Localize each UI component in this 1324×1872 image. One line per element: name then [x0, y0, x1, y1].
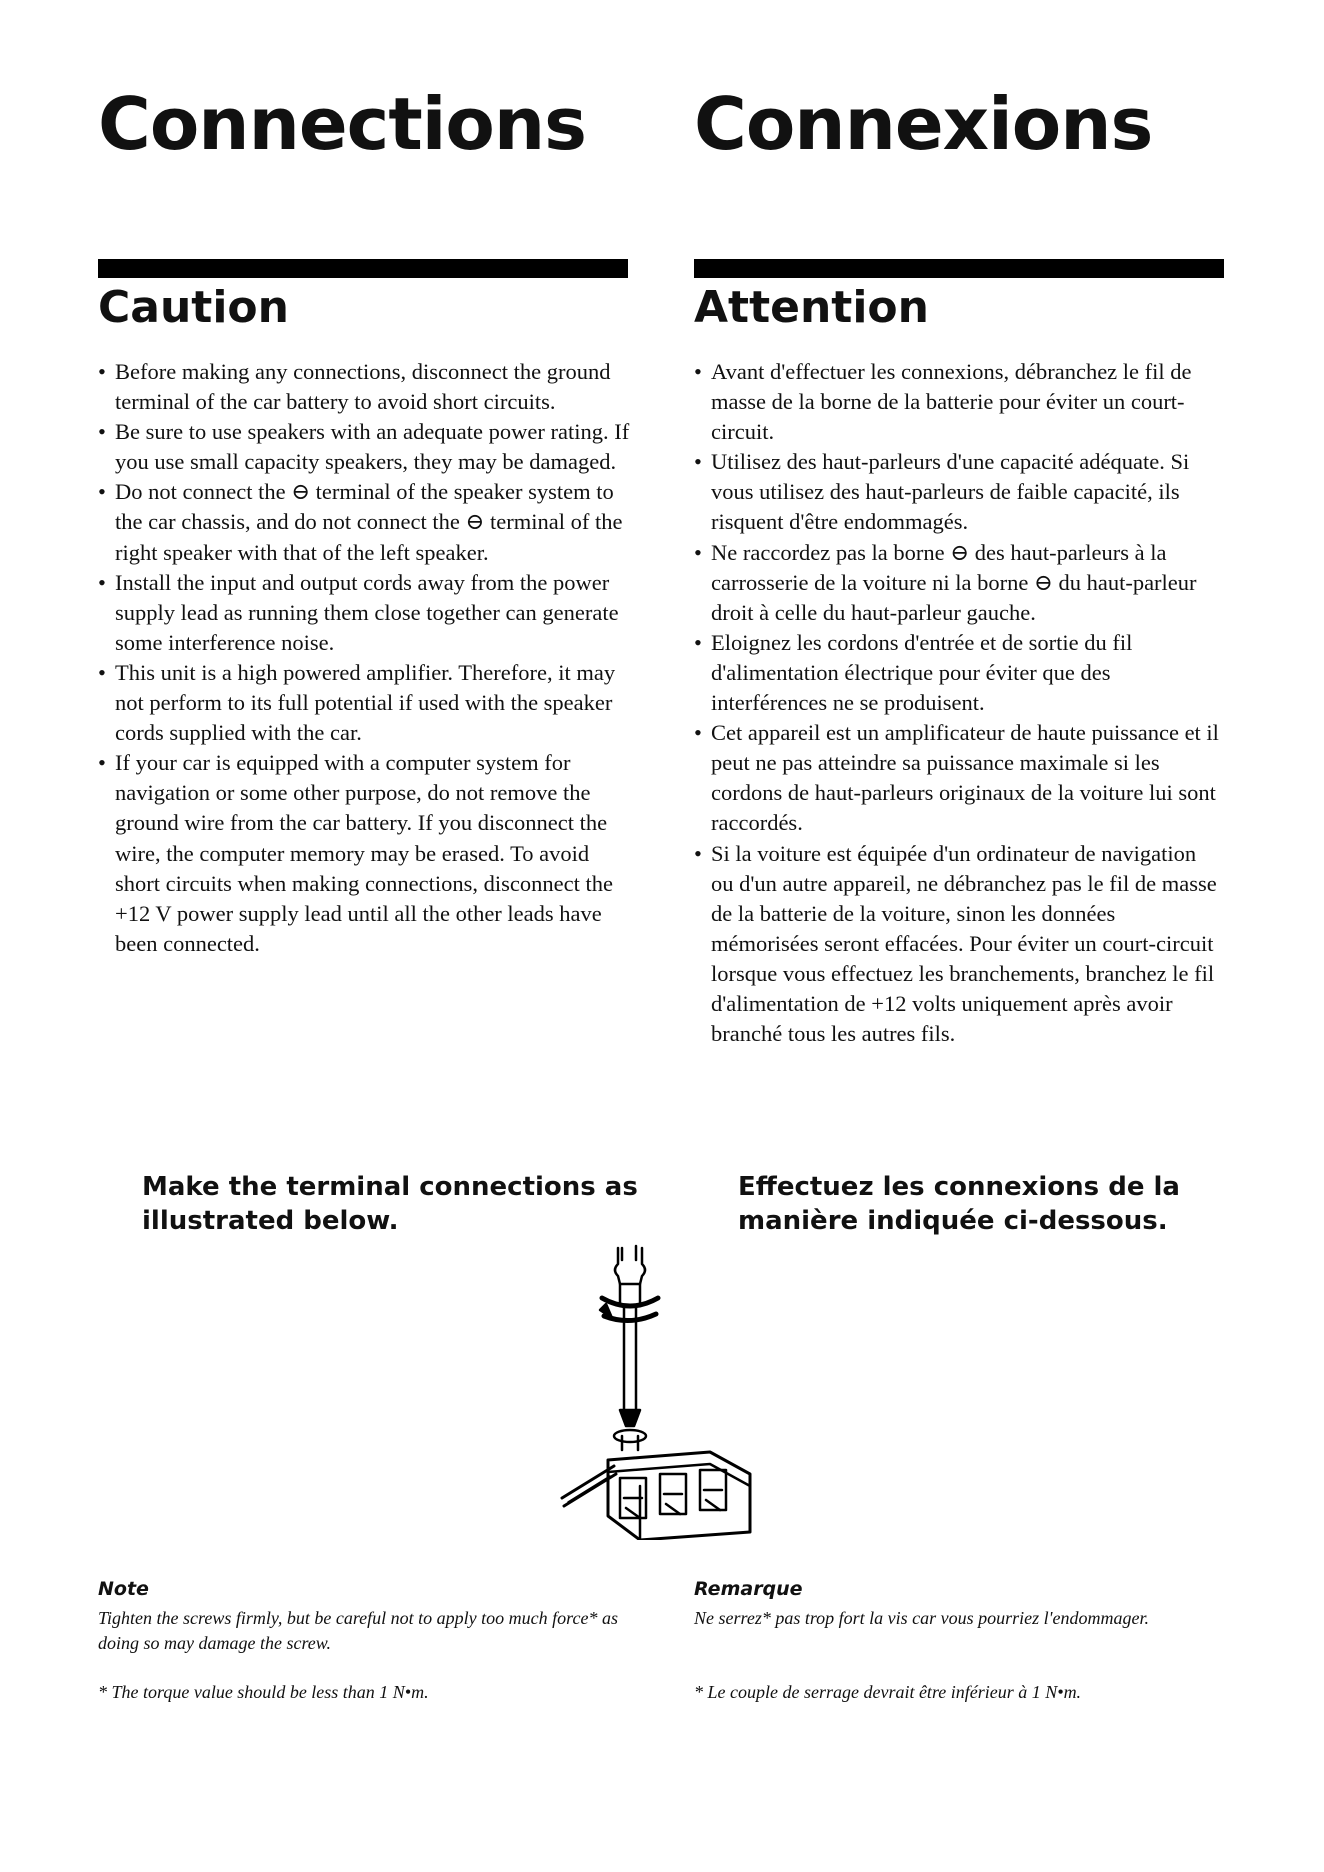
section-rule-french: [694, 259, 1224, 278]
section-title-caution: Caution: [98, 282, 289, 333]
list-item: • Eloignez les cordons d'entrée et de sortie du fil d'alimentation électrique pour éviter que des interférences ne se produisent.: [694, 628, 1224, 718]
note-text-english: Tighten the screws firmly, but be careful not to apply too much force* as doing so may damage the screw.: [98, 1608, 618, 1653]
attention-list: [694, 357, 1224, 1049]
instruction-english: Make the terminal connections as illustrated below.: [142, 1172, 638, 1236]
list-item: • If your car is equipped with a computer system for navigation or some other purpose, do not remove the ground wire from the car battery. If you disconnect the wire, the computer memory may be erased. To avoid short circuits when making connections, disconnect the +12 V power supply lead until all the other leads have been connected.: [98, 748, 638, 959]
list-item: • Avant d'effectuer les connexions, débranchez le fil de masse de la borne de la batterie pour éviter un court-circuit.: [694, 357, 1224, 447]
section-title-attention: Attention: [694, 282, 929, 333]
screwdriver-terminal-illustration: [560, 1240, 780, 1540]
note-title-english: Note: [98, 1578, 149, 1600]
list-item: • Do not connect the ⊖ terminal of the speaker system to the car chassis, and do not connect the ⊖ terminal of the right speaker with that of the left speaker.: [98, 477, 638, 567]
instruction-french: Effectuez les connexions de la manière indiquée ci-dessous.: [738, 1172, 1180, 1236]
list-item: • Cet appareil est un amplificateur de haute puissance et il peut ne pas atteindre sa puissance maximale si les cordons de haut-parleurs originaux de la voiture lui sont raccordés.: [694, 718, 1224, 838]
note-title-french: Remarque: [694, 1578, 803, 1600]
list-item: • Ne raccordez pas la borne ⊖ des haut-parleurs à la carrosserie de la voiture ni la borne ⊖ du haut-parleur droit à celle du haut-parleur gauche.: [694, 538, 1224, 628]
page-title-english: Connections: [98, 82, 587, 166]
section-rule-english: [98, 259, 628, 278]
list-item: • Before making any connections, disconnect the ground terminal of the car battery to avoid short circuits.: [98, 357, 638, 417]
footnote-english: * The torque value should be less than 1 N•m.: [98, 1682, 429, 1702]
page-title-french: Connexions: [694, 82, 1153, 166]
caution-list: [98, 357, 638, 959]
list-item: • Si la voiture est équipée d'un ordinateur de navigation ou d'un autre appareil, ne débranchez pas le fil de masse de la batterie de la voiture, sinon les données mémorisées seront effacées. Pour éviter un court-circuit lorsque vous effectuez les branchements, branchez le fil d'alimentation de +12 volts uniquement après avoir branché tous les autres fils.: [694, 839, 1224, 1050]
list-item: • Utilisez des haut-parleurs d'une capacité adéquate. Si vous utilisez des haut-parleurs de faible capacité, ils risquent d'être endommagés.: [694, 447, 1224, 537]
footnote-french: * Le couple de serrage devrait être inférieur à 1 N•m.: [694, 1682, 1082, 1702]
note-text-french: Ne serrez* pas trop fort la vis car vous pourriez l'endommager.: [694, 1608, 1150, 1628]
list-item: • Be sure to use speakers with an adequate power rating. If you use small capacity speakers, they may be damaged.: [98, 417, 638, 477]
list-item: • Install the input and output cords away from the power supply lead as running them close together can generate some interference noise.: [98, 568, 638, 658]
list-item: • This unit is a high powered amplifier. Therefore, it may not perform to its full potential if used with the speaker cords supplied with the car.: [98, 658, 638, 748]
